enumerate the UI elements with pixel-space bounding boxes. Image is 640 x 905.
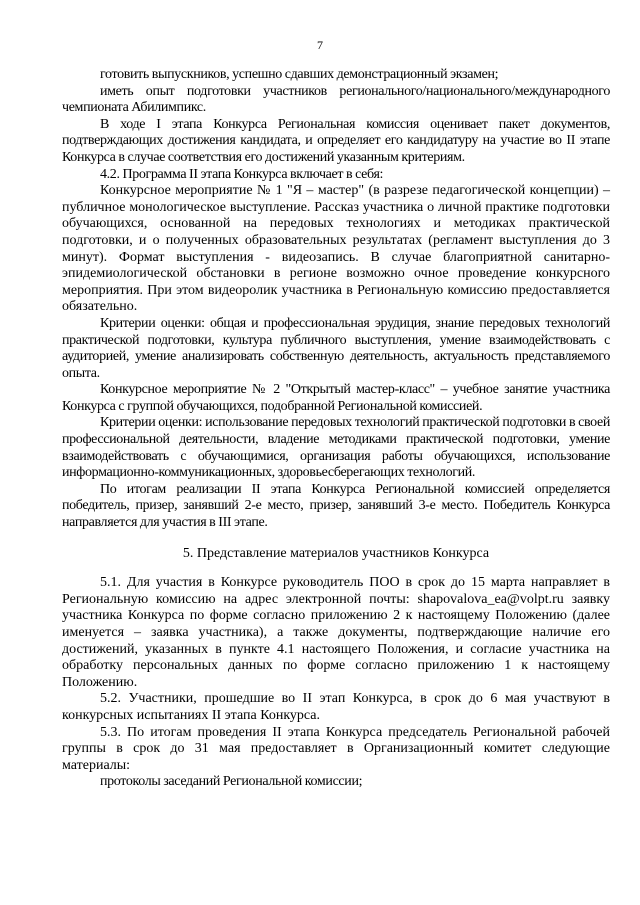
paragraph: Критерии оценки: использование передовых технологий практической подготовки в своей профессиональной деятельности, владение методиками практической подготовки, умение взаимодействовать с обучающимися, организация работы обучающихся, использование информационно-коммуникационных, здоровьесберегающих технологий.: [62, 415, 610, 481]
paragraph: готовить выпускников, успешно сдавших демонстрационный экзамен;: [100, 67, 499, 82]
paragraph: 5.3. По итогам проведения II этапа Конкурса председатель Региональной рабочей группы в срок до 31 мая предоставляет в Организационный комитет следующие материалы:: [62, 724, 610, 773]
paragraph: 5.1. Для участия в Конкурсе руководитель ПОО в срок до 15 марта направляет в Региональную комиссию на адрес электронной почты: shapovalova_ea@volpt.ru заявку участника Конкурса по форме согласно приложению 2 к настоящему Положению (далее именуется – заявка участника), а также документы, подтверждающие наличие его достижений, указанных в пункте 4.1 настоящего Положения, и согласие участника на обработку персональных данных по форме согласно приложению 1 к настоящему Положению.: [62, 575, 610, 690]
paragraph: В ходе I этапа Конкурса Региональная комиссия оценивает пакет документов, подтверждающих достижения кандидата, и определяет его кандидатуру на участие во II этапе Конкурса в случае соответствия его достижений указанным критериям.: [62, 116, 610, 165]
paragraph: иметь опыт подготовки участников регионального/национального/международного чемпионата Абилимпикс.: [62, 83, 610, 116]
paragraph: Конкурсное мероприятие № 2 "Открытый мастер-класс" – учебное занятие участника Конкурса с группой обучающихся, подобранной Региональной комиссией.: [62, 382, 610, 414]
paragraph: Конкурсное мероприятие № 1 "Я – мастер" (в разрезе педагогической концепции) – публичное монологическое выступление. Рассказ участника о личной практике подготовки обучающихся, основанной на передовых технологиях и методиках практической подготовки, и о полученных образовательных результатах (регламент выступления до 3 минут). Формат выступления - видеозапись. В случае благоприятной санитарно-эпидемиологической обстановки в регионе возможно очное проведение конкурсного мероприятия. При этом видеоролик участника в Региональную комиссию предоставляется обязательно.: [62, 183, 610, 315]
paragraph: По итогам реализации II этапа Конкурса Региональной комиссией определяется победитель, призер, занявший 2-е место, призер, занявший 3-е место. Победитель Конкурса направляется для участия в III этапе.: [62, 481, 610, 531]
document-body: [62, 67, 610, 791]
page-number: 7: [317, 38, 323, 52]
paragraph: 4.2. Программа II этапа Конкурса включает в себя:: [100, 166, 384, 182]
paragraph: Критерии оценки: общая и профессиональная эрудиция, знание передовых технологий практической подготовки, культура публичного выступления, умение взаимодействовать с аудиторией, умение анализировать собственную деятельность, актуальность представляемого опыта.: [62, 315, 610, 381]
section-heading: 5. Представление материалов участников Конкурса: [182, 545, 490, 561]
paragraph: протоколы заседаний Региональной комиссии;: [100, 774, 363, 790]
paragraph: 5.2. Участники, прошедшие во II этап Конкурса, в срок до 6 мая участвуют в конкурсных испытаниях II этапа Конкурса.: [62, 691, 610, 723]
